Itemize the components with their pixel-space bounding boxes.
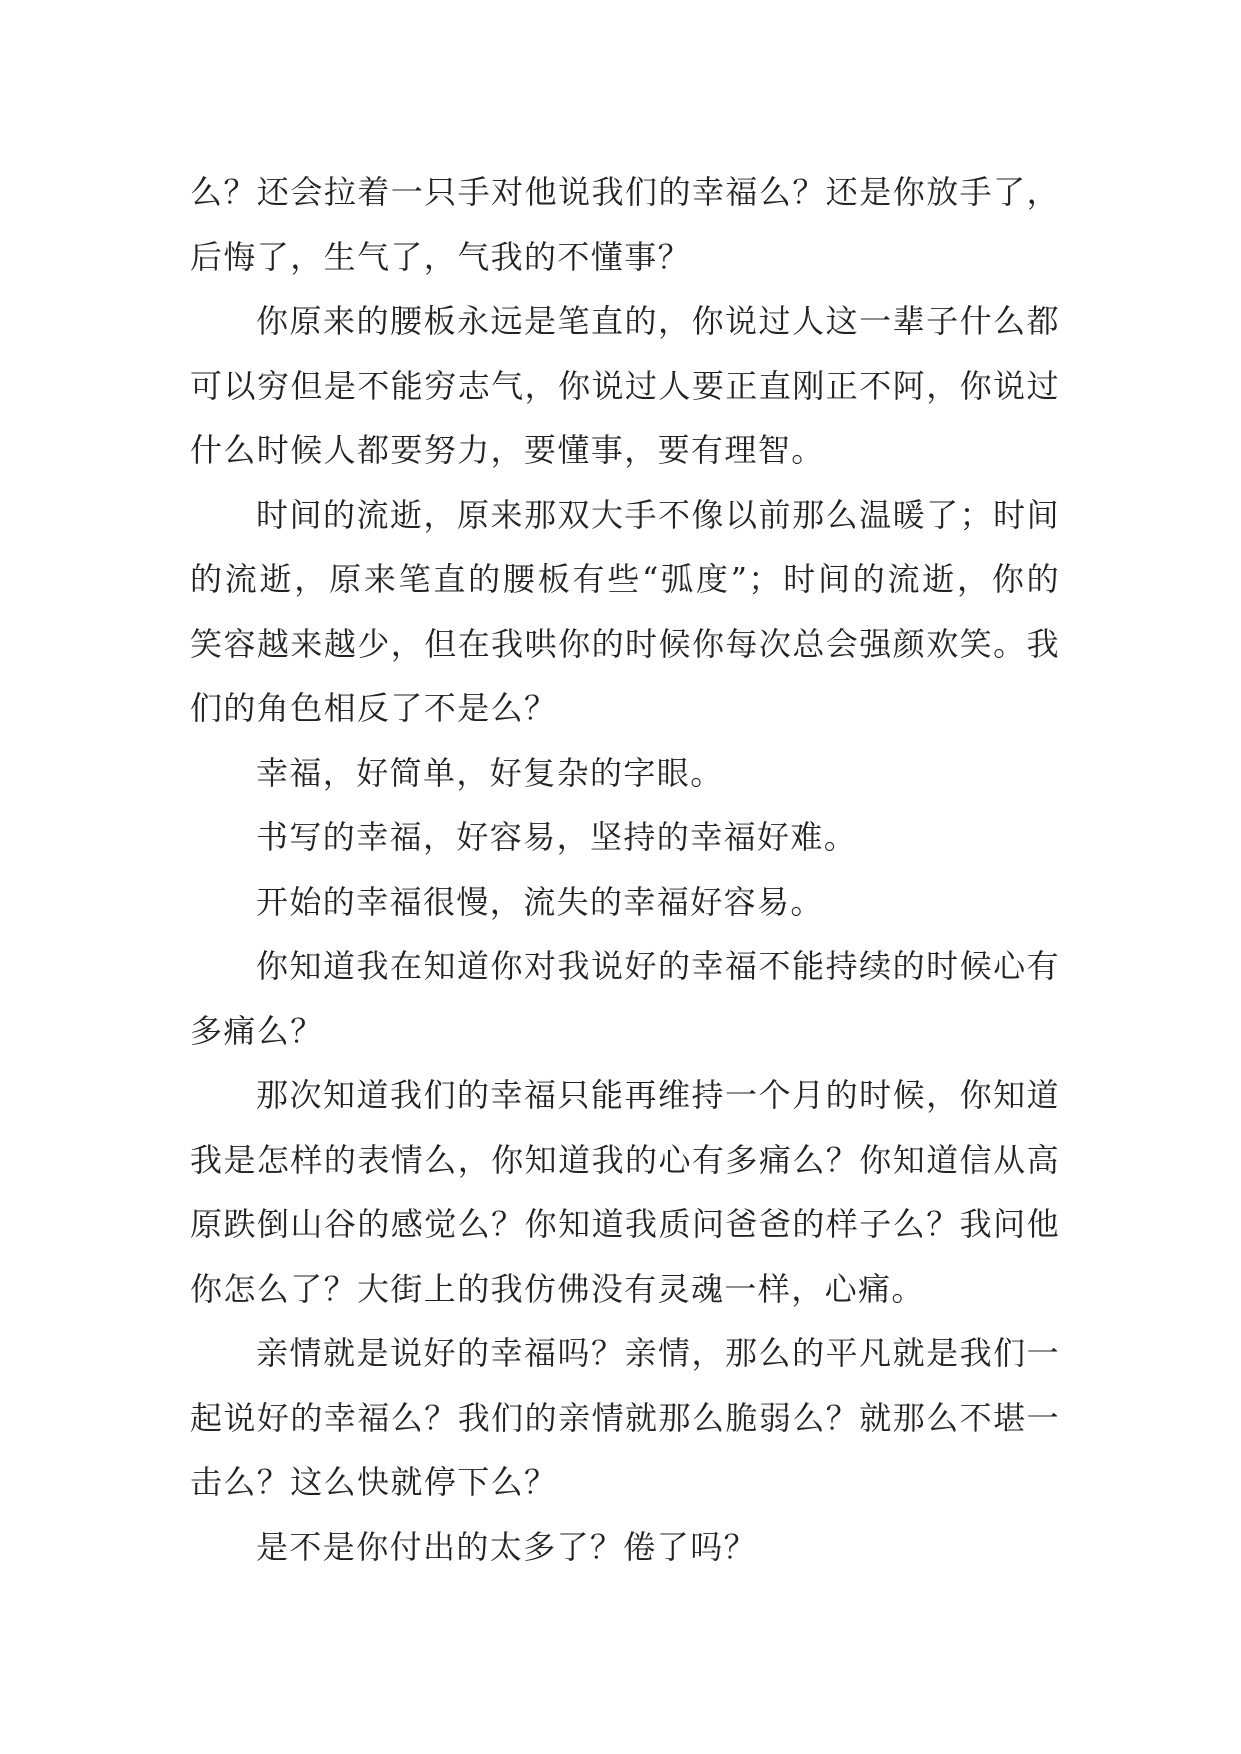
paragraph: 你原来的腰板永远是笔直的，你说过人这一辈子什么都可以穷但是不能穷志气，你说过人要正直刚正不阿，你说过什么时候人都要努力，要懂事，要有理智。 <box>190 302 1060 469</box>
paragraph: 那次知道我们的幸福只能再维持一个月的时候，你知道我是怎样的表情么，你知道我的心有多痛么？你知道信从高原跌倒山谷的感觉么？你知道我质问爸爸的样子么？我问他你怎么了？大街上的我仿佛没有灵魂一样，心痛。 <box>190 1076 1060 1308</box>
paragraph: 你知道我在知道你对我说好的幸福不能持续的时候心有多痛么？ <box>190 947 1060 1050</box>
paragraph-continuation: 么？还会拉着一只手对他说我们的幸福么？还是你放手了，后悔了，生气了，气我的不懂事？ <box>190 173 1060 276</box>
paragraph: 开始的幸福很慢，流失的幸福好容易。 <box>256 882 824 921</box>
paragraph: 书写的幸福，好容易，坚持的幸福好难。 <box>256 818 858 856</box>
paragraph: 是不是你付出的太多了？倦了吗？ <box>256 1527 758 1566</box>
paragraph: 时间的流逝，原来那双大手不像以前那么温暖了；时间的流逝，原来笔直的腰板有些“弧度”；时间的流逝，你的笑容越来越少，但在我哄你的时候你每次总会强颜欢笑。我们的角色相反了不是么？ <box>190 495 1060 727</box>
paragraph: 亲情就是说好的幸福吗？亲情，那么的平凡就是我们一起说好的幸福么？我们的亲情就那么脆弱么？就那么不堪一击么？这么快就停下么？ <box>190 1334 1060 1501</box>
paragraph: 幸福，好简单，好复杂的字眼。 <box>256 753 724 792</box>
document-body <box>190 160 1060 1579</box>
